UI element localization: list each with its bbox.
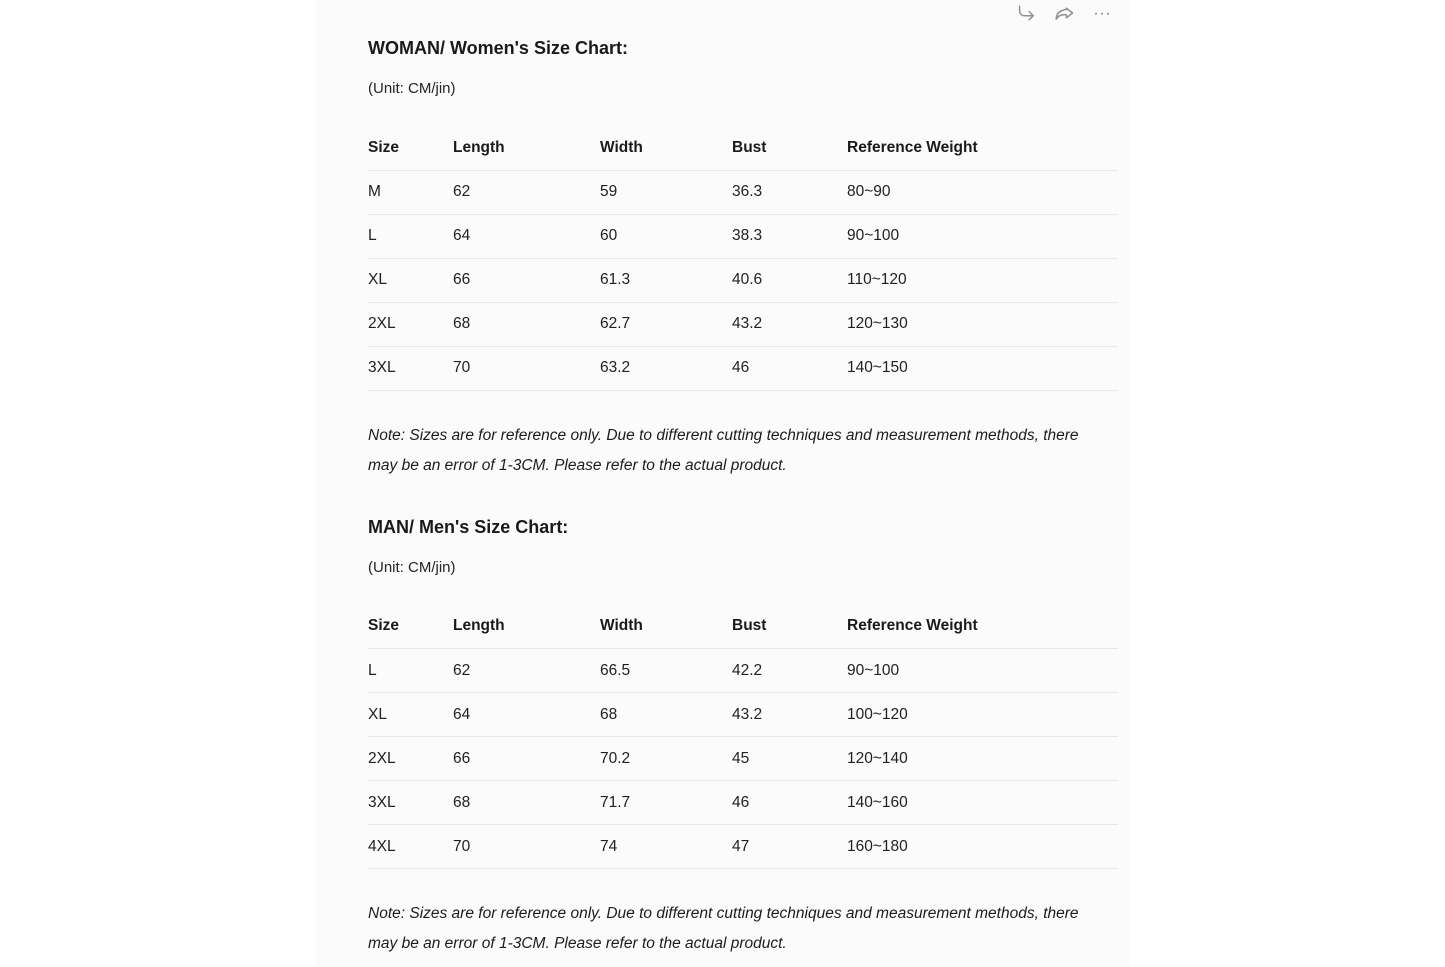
table-cell: 120~130 [847,302,1118,346]
table-cell: 46 [732,781,847,825]
column-header: Size [368,605,453,649]
table-cell: 66.5 [600,649,732,693]
men-size-chart-title: MAN/ Men's Size Chart: [368,516,569,537]
table-cell: 46 [732,346,847,390]
column-header: Bust [732,126,847,170]
table-row [368,825,1118,869]
table-cell: 3XL [368,781,453,825]
table-cell: 43.2 [732,693,847,737]
table-cell: 4XL [368,825,453,869]
table-cell: 74 [600,825,732,869]
men-unit-label: (Unit: CM/jin) [368,558,456,576]
men-size-note: Note: Sizes are for reference only. Due to different cutting techniques and measurement methods, there may be an error of 1-3CM. Please refer to the actual product. [368,905,1079,952]
table-cell: M [368,170,453,214]
table-row [368,737,1118,781]
table-cell: 90~100 [847,214,1118,258]
table-cell: 64 [453,214,600,258]
women-size-note: Note: Sizes are for reference only. Due to different cutting techniques and measurement methods, there may be an error of 1-3CM. Please refer to the actual product. [368,426,1079,474]
table-cell: 61.3 [600,258,732,302]
table-row [368,302,1118,346]
table-cell: L [368,649,453,693]
table-cell: 80~90 [847,170,1118,214]
table-cell: L [368,214,453,258]
table-cell: 70.2 [600,737,732,781]
column-header: Length [453,126,600,170]
table-cell: 2XL [368,302,453,346]
table-header-row [368,126,1118,170]
table-cell: 90~100 [847,649,1118,693]
table-cell: 70 [453,346,600,390]
table-cell: 3XL [368,346,453,390]
table-cell: 68 [453,302,600,346]
table-cell: 68 [453,781,600,825]
table-cell: 42.2 [732,649,847,693]
section-men [368,515,1118,960]
table-cell: 110~120 [847,258,1118,302]
table-cell: 63.2 [600,346,732,390]
table-cell: 36.3 [732,170,847,214]
table-cell: 66 [453,258,600,302]
table-row [368,781,1118,825]
table-cell: 47 [732,825,847,869]
table-cell: XL [368,258,453,302]
women-unit-label: (Unit: CM/jin) [368,80,456,97]
table-cell: 43.2 [732,302,847,346]
table-row [368,693,1118,737]
table-row [368,214,1118,258]
document-panel [316,0,1129,967]
table-row [368,649,1118,693]
table-cell: 120~140 [847,737,1118,781]
column-header: Reference Weight [847,605,1118,649]
table-cell: 140~160 [847,781,1118,825]
column-header: Length [453,605,600,649]
table-cell: 60 [600,214,732,258]
table-cell: 160~180 [847,825,1118,869]
table-cell: 45 [732,737,847,781]
women-size-chart-title: WOMAN/ Women's Size Chart: [368,38,628,58]
table-cell: 38.3 [732,214,847,258]
table-cell: 100~120 [847,693,1118,737]
table-cell: 140~150 [847,346,1118,390]
table-cell: 70 [453,825,600,869]
size-table-women [368,126,1118,391]
table-row [368,346,1118,390]
table-cell: 62 [453,649,600,693]
column-header: Reference Weight [847,126,1118,170]
column-header: Width [600,126,732,170]
table-cell: 2XL [368,737,453,781]
table-cell: 66 [453,737,600,781]
size-table-men [368,605,1118,870]
section-women [368,36,1118,481]
table-cell: 59 [600,170,732,214]
table-header-row [368,605,1118,649]
document-content [368,0,1118,959]
table-cell: 71.7 [600,781,732,825]
column-header: Bust [732,605,847,649]
table-cell: XL [368,693,453,737]
table-cell: 68 [600,693,732,737]
column-header: Width [600,605,732,649]
table-cell: 62 [453,170,600,214]
column-header: Size [368,126,453,170]
table-cell: 64 [453,693,600,737]
table-cell: 40.6 [732,258,847,302]
table-row [368,170,1118,214]
table-cell: 62.7 [600,302,732,346]
table-row [368,258,1118,302]
